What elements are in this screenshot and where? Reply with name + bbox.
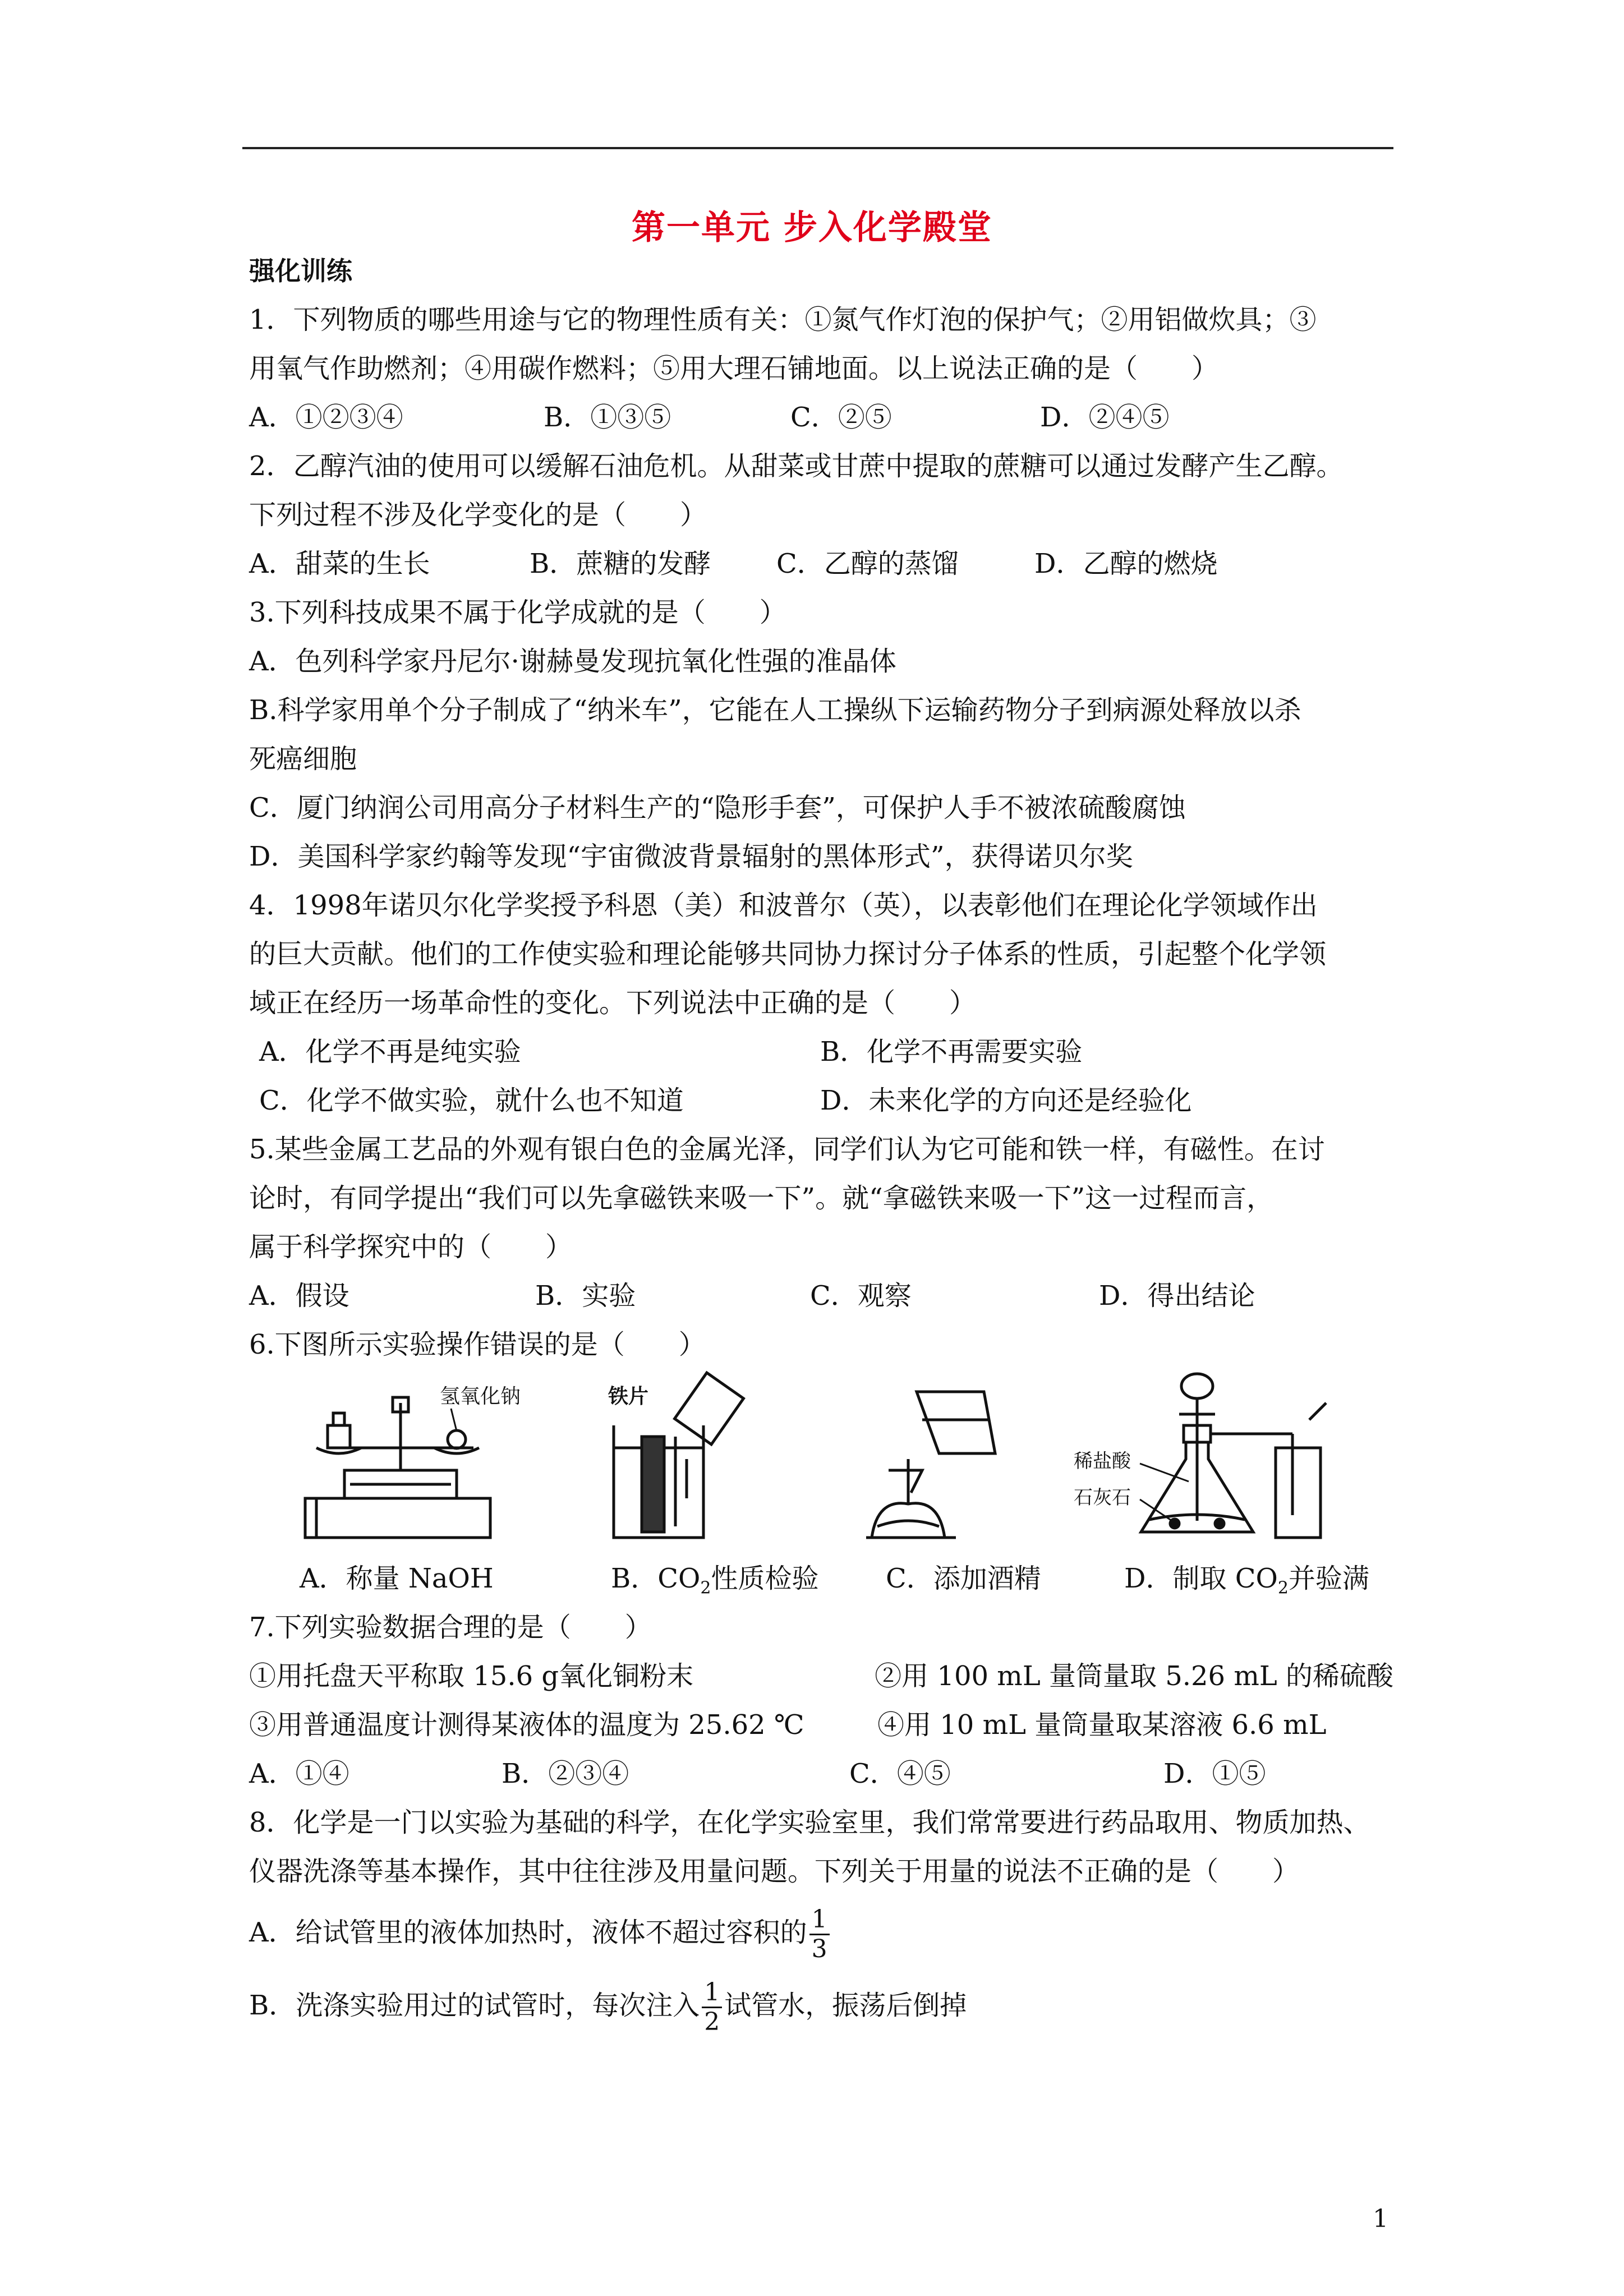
option-d: D．得出结论 [1099,1280,1255,1312]
option-a: A．①④ [249,1758,349,1789]
option-a: A．化学不再是纯实验 [259,1036,521,1068]
question-1-line-2: 用氧气作助燃剂；④用碳作燃料；⑤用大理石铺地面。以上说法正确的是（ ） [249,353,1219,384]
option-a: A．①②③④ [249,402,403,433]
caption-d: D．制取 $CO_2$并验满 [1124,1563,1369,1598]
header-rule [242,147,1393,149]
question-6-stem: 6.下图所示实验操作错误的是（ ） [249,1329,706,1360]
question-4-line-1: 4．1998年诺贝尔化学奖授予科恩（美）和波普尔（英），以表彰他们在理论化学领域作出 [249,890,1318,921]
figure-captions [249,1554,1393,1603]
option-c: C．乙醇的蒸馏 [776,548,959,579]
item-4: ④用 10 mL 量筒量取某溶液 6.6 mL [877,1709,1327,1741]
question-8-line-2: 仪器洗涤等基本操作，其中往往涉及用量问题。下列关于用量的说法不正确的是（ ） [249,1856,1300,1887]
question-5-line-1: 5.某些金属工艺品的外观有银白色的金属光泽，同学们认为它可能和铁一样，有磁性。在讨 [249,1134,1325,1165]
option-b: B．②③④ [502,1758,629,1789]
iron-label: 铁片 [608,1385,649,1408]
option-d: D．未来化学的方向还是经验化 [820,1085,1192,1116]
question-7-items-row-2 [249,1701,1393,1750]
option-a: A．假设 [249,1280,349,1312]
question-7-options [249,1750,1393,1798]
fraction-one-half: $\frac{1}{2}$ [702,1978,722,2036]
question-4-options-row-1 [249,1028,1393,1076]
hcl-label: 稀盐酸 [1074,1450,1131,1473]
limestone-label: 石灰石 [1074,1487,1131,1509]
page-title: 第一单元 步入化学殿堂 [632,208,992,247]
fraction-one-third: $\frac{1}{3}$ [809,1906,830,1963]
option-a: A．给试管里的液体加热时，液体不超过容积的 $\frac{1}{3}$ [249,1896,1393,1969]
option-d: D．乙醇的燃烧 [1034,548,1218,579]
option-a: A．甜菜的生长 [249,548,430,579]
question-2-line-1: 2．乙醇汽油的使用可以缓解石油危机。从甜菜或甘蔗中提取的蔗糖可以通过发酵产生乙醇。 [249,450,1344,482]
option-b: B．化学不再需要实验 [820,1036,1083,1068]
gas-generator-figure [1074,1369,1354,1549]
caption-a: A．称量 NaOH [300,1563,494,1594]
caption-c: C．添加酒精 [886,1563,1041,1594]
beaker-figure [602,1369,760,1549]
question-1-line-1: 1．下列物质的哪些用途与它的物理性质有关：①氮气作灯泡的保护气；②用铝做炊具；③ [249,304,1317,335]
option-c: C．②⑤ [790,402,892,433]
question-5-line-2: 论时，有同学提出“我们可以先拿磁铁来吸一下”。就“拿磁铁来吸一下”这一过程而言， [249,1182,1274,1214]
question-4-line-2: 的巨大贡献。他们的工作使实验和理论能够共同协力探讨分子体系的性质，引起整个化学领 [249,938,1327,970]
option-b: B．①③⑤ [544,402,671,433]
option-b: B．洗涤实验用过的试管时，每次注入 $\frac{1}{2}$ 试管水，振荡后倒掉 [249,1978,967,2036]
option-d: D．②④⑤ [1040,402,1170,433]
item-3: ③用普通温度计测得某液体的温度为 25.62 ℃ [249,1709,804,1741]
option-b: B．实验 [535,1280,636,1312]
item-2: ②用 100 mL 量筒量取 5.26 mL 的稀硫酸 [875,1660,1393,1692]
option-c: C．观察 [810,1280,912,1312]
section-heading: 强化训练 [249,256,352,286]
question-5-line-3: 属于科学探究中的（ ） [249,1231,573,1263]
option-c: C．厦门纳润公司用高分子材料生产的“隐形手套”，可保护人手不被浓硫酸腐蚀 [249,792,1186,823]
question-8-line-1: 8．化学是一门以实验为基础的科学，在化学实验室里，我们常常要进行药品取用、物质加热、 [249,1807,1370,1838]
option-d: D．美国科学家约翰等发现“宇宙微波背景辐射的黑体形式”，获得诺贝尔奖 [249,841,1133,872]
question-7-stem: 7.下列实验数据合理的是（ ） [249,1612,652,1643]
question-4-options-row-2 [249,1076,1393,1125]
question-2-line-2: 下列过程不涉及化学变化的是（ ） [249,499,707,531]
balance-figure [283,1369,521,1549]
option-b-continued: 死癌细胞 [249,743,357,775]
option-b: B．蔗糖的发酵 [530,548,711,579]
option-a: A．色列科学家丹尼尔·谢赫曼发现抗氧化性强的准晶体 [249,646,896,677]
option-c: C．化学不做实验，就什么也不知道 [259,1085,684,1116]
alcohol-lamp-figure [855,1369,1012,1549]
option-b: B.科学家用单个分子制成了“纳米车”，它能在人工操纵下运输药物分子到病源处释放以杀 [249,694,1301,726]
question-4-line-3: 域正在经历一场革命性的变化。下列说法中正确的是（ ） [249,987,977,1019]
item-1: ①用托盘天平称取 15.6 g氧化铜粉末 [249,1660,694,1692]
question-3-stem: 3.下列科技成果不属于化学成就的是（ ） [249,597,786,628]
experiment-figures [249,1369,1393,1554]
option-c: C．④⑤ [849,1758,951,1789]
document-body [249,247,1393,2042]
option-d: D．①⑤ [1163,1758,1266,1789]
question-5-options [249,1272,1393,1320]
question-7-items-row-1 [249,1652,1393,1701]
question-1-options [249,393,1393,442]
question-2-options [249,540,1393,588]
page-number: 1 [1373,2205,1388,2233]
naoh-label: 氢氧化钠 [440,1385,521,1408]
caption-b: B．$CO_2$性质检验 [611,1563,819,1598]
